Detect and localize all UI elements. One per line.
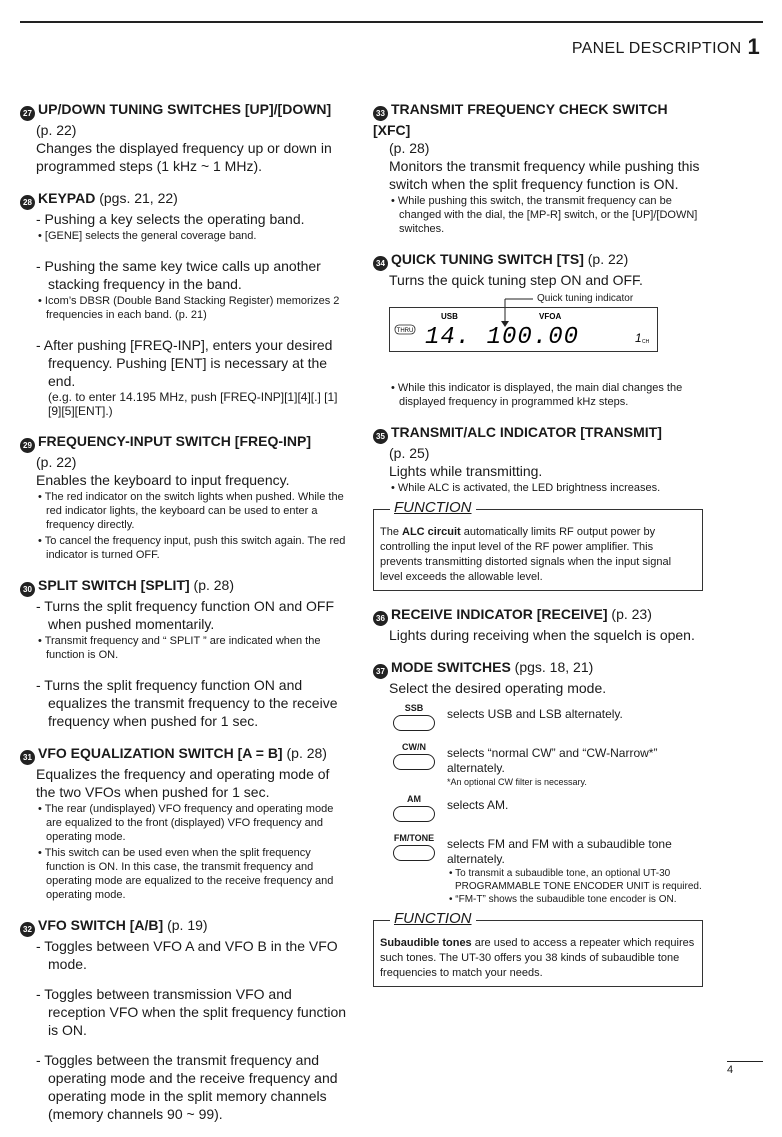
lcd-vfoa: VFOA (539, 312, 562, 321)
section-number-badge: 27 (20, 106, 35, 121)
section-27 (20, 100, 350, 175)
note: • While pushing this switch, the transmit frequency can be changed with the dial, the [MP-R] switch, or the [UP]/[DOWN] switches. (391, 195, 698, 235)
cwn-button[interactable] (393, 754, 435, 770)
quick-tuning-indicator-label: Quick tuning indicator (537, 293, 634, 304)
section-title (373, 605, 703, 626)
section-number-badge: 37 (373, 664, 388, 679)
section-29 (20, 432, 350, 562)
section-title-text: VFO SWITCH [A/B] (38, 917, 164, 933)
section-body: Enables the keyboard to input frequency. (36, 472, 290, 488)
mode-desc: selects FM and FM with a subaudible tone alternately. (447, 837, 672, 866)
section-30 (20, 576, 350, 730)
section-title (20, 916, 350, 937)
left-column (20, 100, 350, 1137)
lcd-usb: USB (441, 312, 458, 321)
dash-item: - Pushing a key selects the operating band. (36, 211, 305, 227)
mode-desc: selects AM. (447, 798, 509, 812)
section-title (20, 744, 350, 765)
section-title-text: MODE SWITCHES (391, 659, 511, 675)
note: • Icom’s DBSR (Double Band Stacking Register) memorizes 2 frequencies in each band. (p. 21) (38, 295, 340, 321)
page-ref: (p. 22) (587, 251, 629, 267)
section-title-text: QUICK TUNING SWITCH [TS] (391, 251, 584, 267)
mode-key-label: CW/N (402, 742, 426, 752)
page-ref: (pgs. 21, 22) (99, 190, 178, 206)
lcd-figure (389, 293, 703, 373)
function-text: are used to access a repeater which requires such tones. The UT-30 offers you 38 kinds of subaudible tone frequencies to match your needs. (380, 937, 695, 979)
function-box-subaudible (373, 910, 703, 987)
note: • [GENE] selects the general coverage band. (38, 230, 257, 242)
ssb-button[interactable] (393, 715, 435, 731)
note: • The red indicator on the switch lights when pushed. While the red indicator lights, the keyboard can be used to enter a frequency directly. (38, 491, 344, 531)
section-36 (373, 605, 703, 644)
section-body: Select the desired operating mode. (389, 680, 607, 696)
dash-item: - Toggles between transmission VFO and reception VFO when the split frequency function is ON. (36, 986, 347, 1038)
dash-item: - Pushing the same key twice calls up another stacking frequency in the band. (36, 258, 321, 292)
page-ref: (pgs. 18, 21) (514, 659, 594, 675)
right-column (373, 100, 703, 1001)
section-title (373, 250, 703, 271)
section-title (20, 576, 350, 597)
section-title-text: TRANSMIT FREQUENCY CHECK SWITCH [XFC] (373, 101, 668, 138)
section-number-badge: 35 (373, 429, 388, 444)
top-rule (20, 21, 763, 23)
function-box-title: FUNCTION (390, 911, 476, 926)
function-box-title: FUNCTION (390, 500, 476, 515)
mode-key-label: FM/TONE (393, 833, 435, 843)
section-number-badge: 28 (20, 195, 35, 210)
page-ref: (p. 19) (167, 917, 208, 933)
section-title (20, 100, 350, 121)
section-32 (20, 916, 350, 1123)
page-ref: (p. 28) (193, 577, 235, 593)
section-title-text: KEYPAD (38, 190, 96, 206)
section-title-text: TRANSMIT/ALC INDICATOR [TRANSMIT] (391, 424, 662, 440)
page-ref: (p. 22) (36, 122, 77, 138)
section-31 (20, 744, 350, 902)
section-number-badge: 34 (373, 256, 388, 271)
section-title-text: RECEIVE INDICATOR [RECEIVE] (391, 606, 608, 622)
mode-desc: selects “normal CW” and “CW-Narrow*” alternately. (447, 746, 658, 775)
section-title-text: UP/DOWN TUNING SWITCHES [UP]/[DOWN] (38, 101, 332, 117)
section-number-badge: 32 (20, 922, 35, 937)
section-number-badge: 36 (373, 611, 388, 626)
page-ref: (p. 28) (286, 745, 327, 761)
section-title (373, 423, 703, 444)
function-box-alc (373, 499, 703, 591)
dash-item: - Turns the split frequency function ON and OFF when pushed momentarily. (36, 598, 335, 632)
note: • While ALC is activated, the LED brightness increases. (391, 482, 661, 494)
section-body: Lights during receiving when the squelch is open. (389, 627, 695, 643)
section-title-text: SPLIT SWITCH [SPLIT] (38, 577, 190, 593)
page-number-rule (727, 1061, 763, 1062)
lcd-svg (389, 293, 689, 373)
section-title-text: FREQUENCY-INPUT SWITCH [FREQ-INP] (38, 433, 311, 449)
section-title-text: VFO EQUALIZATION SWITCH [A = B] (38, 745, 283, 761)
note: • This switch can be used even when the split frequency function is ON. In this case, the transmit frequency and operating mode are equalized to the receive frequency and operating mode. (38, 847, 334, 901)
page-header (572, 34, 760, 60)
section-body: Turns the quick tuning step ON and OFF. (389, 272, 643, 288)
section-body: Equalizes the frequency and operating mode of the two VFOs when pushed for 1 sec. (36, 766, 330, 800)
section-number-badge: 30 (20, 582, 35, 597)
fmtone-button[interactable] (393, 845, 435, 861)
section-title (373, 100, 703, 139)
section-28 (20, 189, 350, 418)
am-button[interactable] (393, 806, 435, 822)
function-bold: Subaudible tones (380, 937, 472, 949)
mode-note: *An optional CW filter is necessary. (447, 777, 587, 787)
mode-desc: selects USB and LSB alternately. (447, 707, 623, 721)
section-title (20, 189, 350, 210)
page-number: 4 (727, 1064, 734, 1076)
header-title: PANEL DESCRIPTION (571, 40, 742, 57)
section-number-badge: 33 (373, 106, 388, 121)
lcd-thru: THRU (396, 328, 414, 334)
function-text: automatically limits RF output power by controlling the input level of the RF power amplifier. This prevents transmitting distorted signals when the input signal level exceeds the allowable level. (380, 526, 672, 583)
section-title (373, 658, 703, 679)
section-body: Monitors the transmit frequency while pushing this switch when the split frequency function is ON. (389, 158, 700, 192)
lcd-channel: 1 (635, 331, 642, 345)
section-number-badge: 31 (20, 750, 35, 765)
section-37 (373, 658, 703, 906)
mode-key-label: AM (407, 794, 421, 804)
dash-item: - After pushing [FREQ-INP], enters your desired frequency. Pushing [ENT] is necessary at the end. (36, 337, 333, 389)
section-33 (373, 100, 703, 236)
mode-note: • “FM-T” shows the subaudible tone encoder is ON. (449, 894, 677, 905)
section-number-badge: 29 (20, 438, 35, 453)
dash-item: - Toggles between the transmit frequency and operating mode and the receive frequency and operating mode in the split memory channels (memory channels 90 ~ 99). (36, 1052, 338, 1122)
note: (e.g. to enter 14.195 MHz, push [FREQ-INP][1][4][.] [1][9][5][ENT].) (48, 390, 338, 418)
function-text: The (380, 526, 403, 538)
note: • Transmit frequency and “ SPLIT ” are indicated when the function is ON. (38, 635, 321, 661)
section-35 (373, 423, 703, 495)
dash-item: - Toggles between VFO A and VFO B in the VFO mode. (36, 938, 338, 972)
page-ref: (p. 23) (611, 606, 652, 622)
lcd-channel-sub: CH (642, 339, 650, 345)
note: • The rear (undisplayed) VFO frequency and operating mode are equalized to the front (displayed) VFO frequency and operating mode. (38, 803, 334, 843)
note: • To cancel the frequency input, push this switch again. The red indicator is turned OFF. (38, 535, 346, 561)
dash-item: - Turns the split frequency function ON and equalizes the transmit frequency to the receive frequency when pushed for 1 sec. (36, 677, 338, 729)
mode-ssb (389, 703, 703, 736)
mode-cwn (389, 742, 703, 788)
section-body: Lights while transmitting. (389, 463, 543, 479)
function-bold: ALC circuit (402, 526, 461, 538)
section-title (20, 432, 350, 453)
mode-am (389, 794, 703, 827)
mode-key-label: SSB (404, 703, 424, 713)
chapter-number: 1 (747, 34, 760, 59)
mode-note: • To transmit a subaudible tone, an optional UT-30 PROGRAMMABLE TONE ENCODER UNIT is required. (449, 868, 702, 892)
mode-fmtone (389, 833, 703, 906)
section-34 (373, 250, 703, 409)
page-ref: (p. 25) (389, 445, 430, 461)
note: • While this indicator is displayed, the main dial changes the displayed frequency in programmed kHz steps. (391, 382, 683, 408)
page-ref: (p. 28) (389, 140, 430, 156)
section-body: Changes the displayed frequency up or down in programmed steps (1 kHz ~ 1 MHz). (36, 140, 332, 174)
lcd-frequency: 14. 100.00 (425, 324, 580, 351)
page-ref: (p. 22) (36, 454, 77, 470)
